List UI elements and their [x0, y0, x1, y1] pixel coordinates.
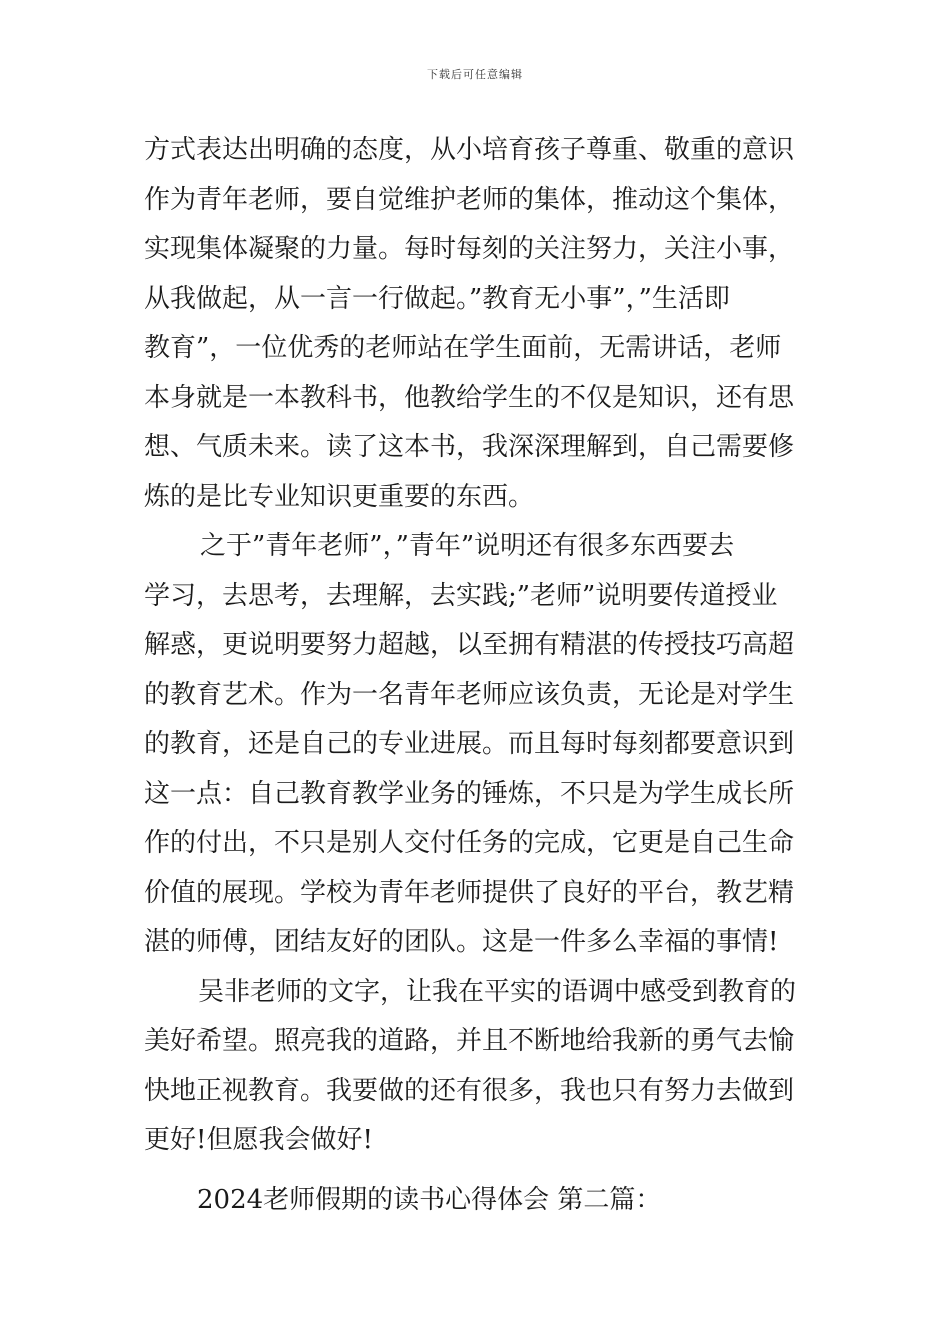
paragraph-start-line: 吴非老师的文字，让我在平实的语调中感受到教育的 [198, 976, 797, 1007]
text-line: 本身就是一本教科书，他教给学生的不仅是知识，还有思 [144, 382, 795, 413]
text-line: 这一点：自己教育教学业务的锤炼，不只是为学生成长所 [144, 778, 795, 809]
text-line: 快地正视教育。我要做的还有很多，我也只有努力去做到 [144, 1075, 795, 1106]
text-line: 炼的是比专业知识更重要的东西。 [144, 481, 535, 512]
text-line: 实现集体凝聚的力量。每时每刻的关注努力，关注小事， [144, 234, 795, 264]
text-line: 更好!但愿我会做好! [144, 1125, 373, 1155]
text-line: 作的付出，不只是别人交付任务的完成，它更是自己生命 [144, 828, 795, 858]
text-line: 作为青年老师，要自觉维护老师的集体，推动这个集体， [144, 184, 795, 215]
text-line: 美好希望。照亮我的道路，并且不断地给我新的勇气去愉 [144, 1026, 795, 1056]
text-line: 湛的师傅，团结友好的团队。这是一件多么幸福的事情! [144, 927, 779, 957]
text-line: 方式表达出明确的态度，从小培育孩子尊重、敬重的意识 [144, 135, 795, 165]
text-line: 价值的展现。学校为青年老师提供了良好的平台，教艺精 [144, 877, 795, 908]
text-line: 的教育，还是自己的专业进展。而且每时每刻都要意识到 [144, 729, 795, 759]
body-text [144, 126, 806, 1166]
text-line: 从我做起，从一言一行做起。”教育无小事”，”生活即 [144, 283, 730, 314]
text-line: 解惑，更说明要努力超越，以至拥有精湛的传授技巧高超 [144, 630, 795, 660]
paragraph-start-line: 之于”青年老师”，”青年”说明还有很多东西要去 [200, 531, 735, 561]
text-line: 想、气质未来。读了这本书，我深深理解到，自己需要修 [144, 432, 795, 462]
section-title: 2024老师假期的读书心得体会 第二篇： [197, 1185, 662, 1215]
text-line: 教育”，一位优秀的老师站在学生面前，无需讲话，老师 [144, 333, 782, 363]
text-line: 的教育艺术。作为一名青年老师应该负责，无论是对学生 [144, 679, 795, 710]
page-header: 下载后可任意编辑 [427, 68, 523, 81]
text-line: 学习，去思考，去理解，去实践;”老师”说明要传道授业 [144, 580, 778, 611]
